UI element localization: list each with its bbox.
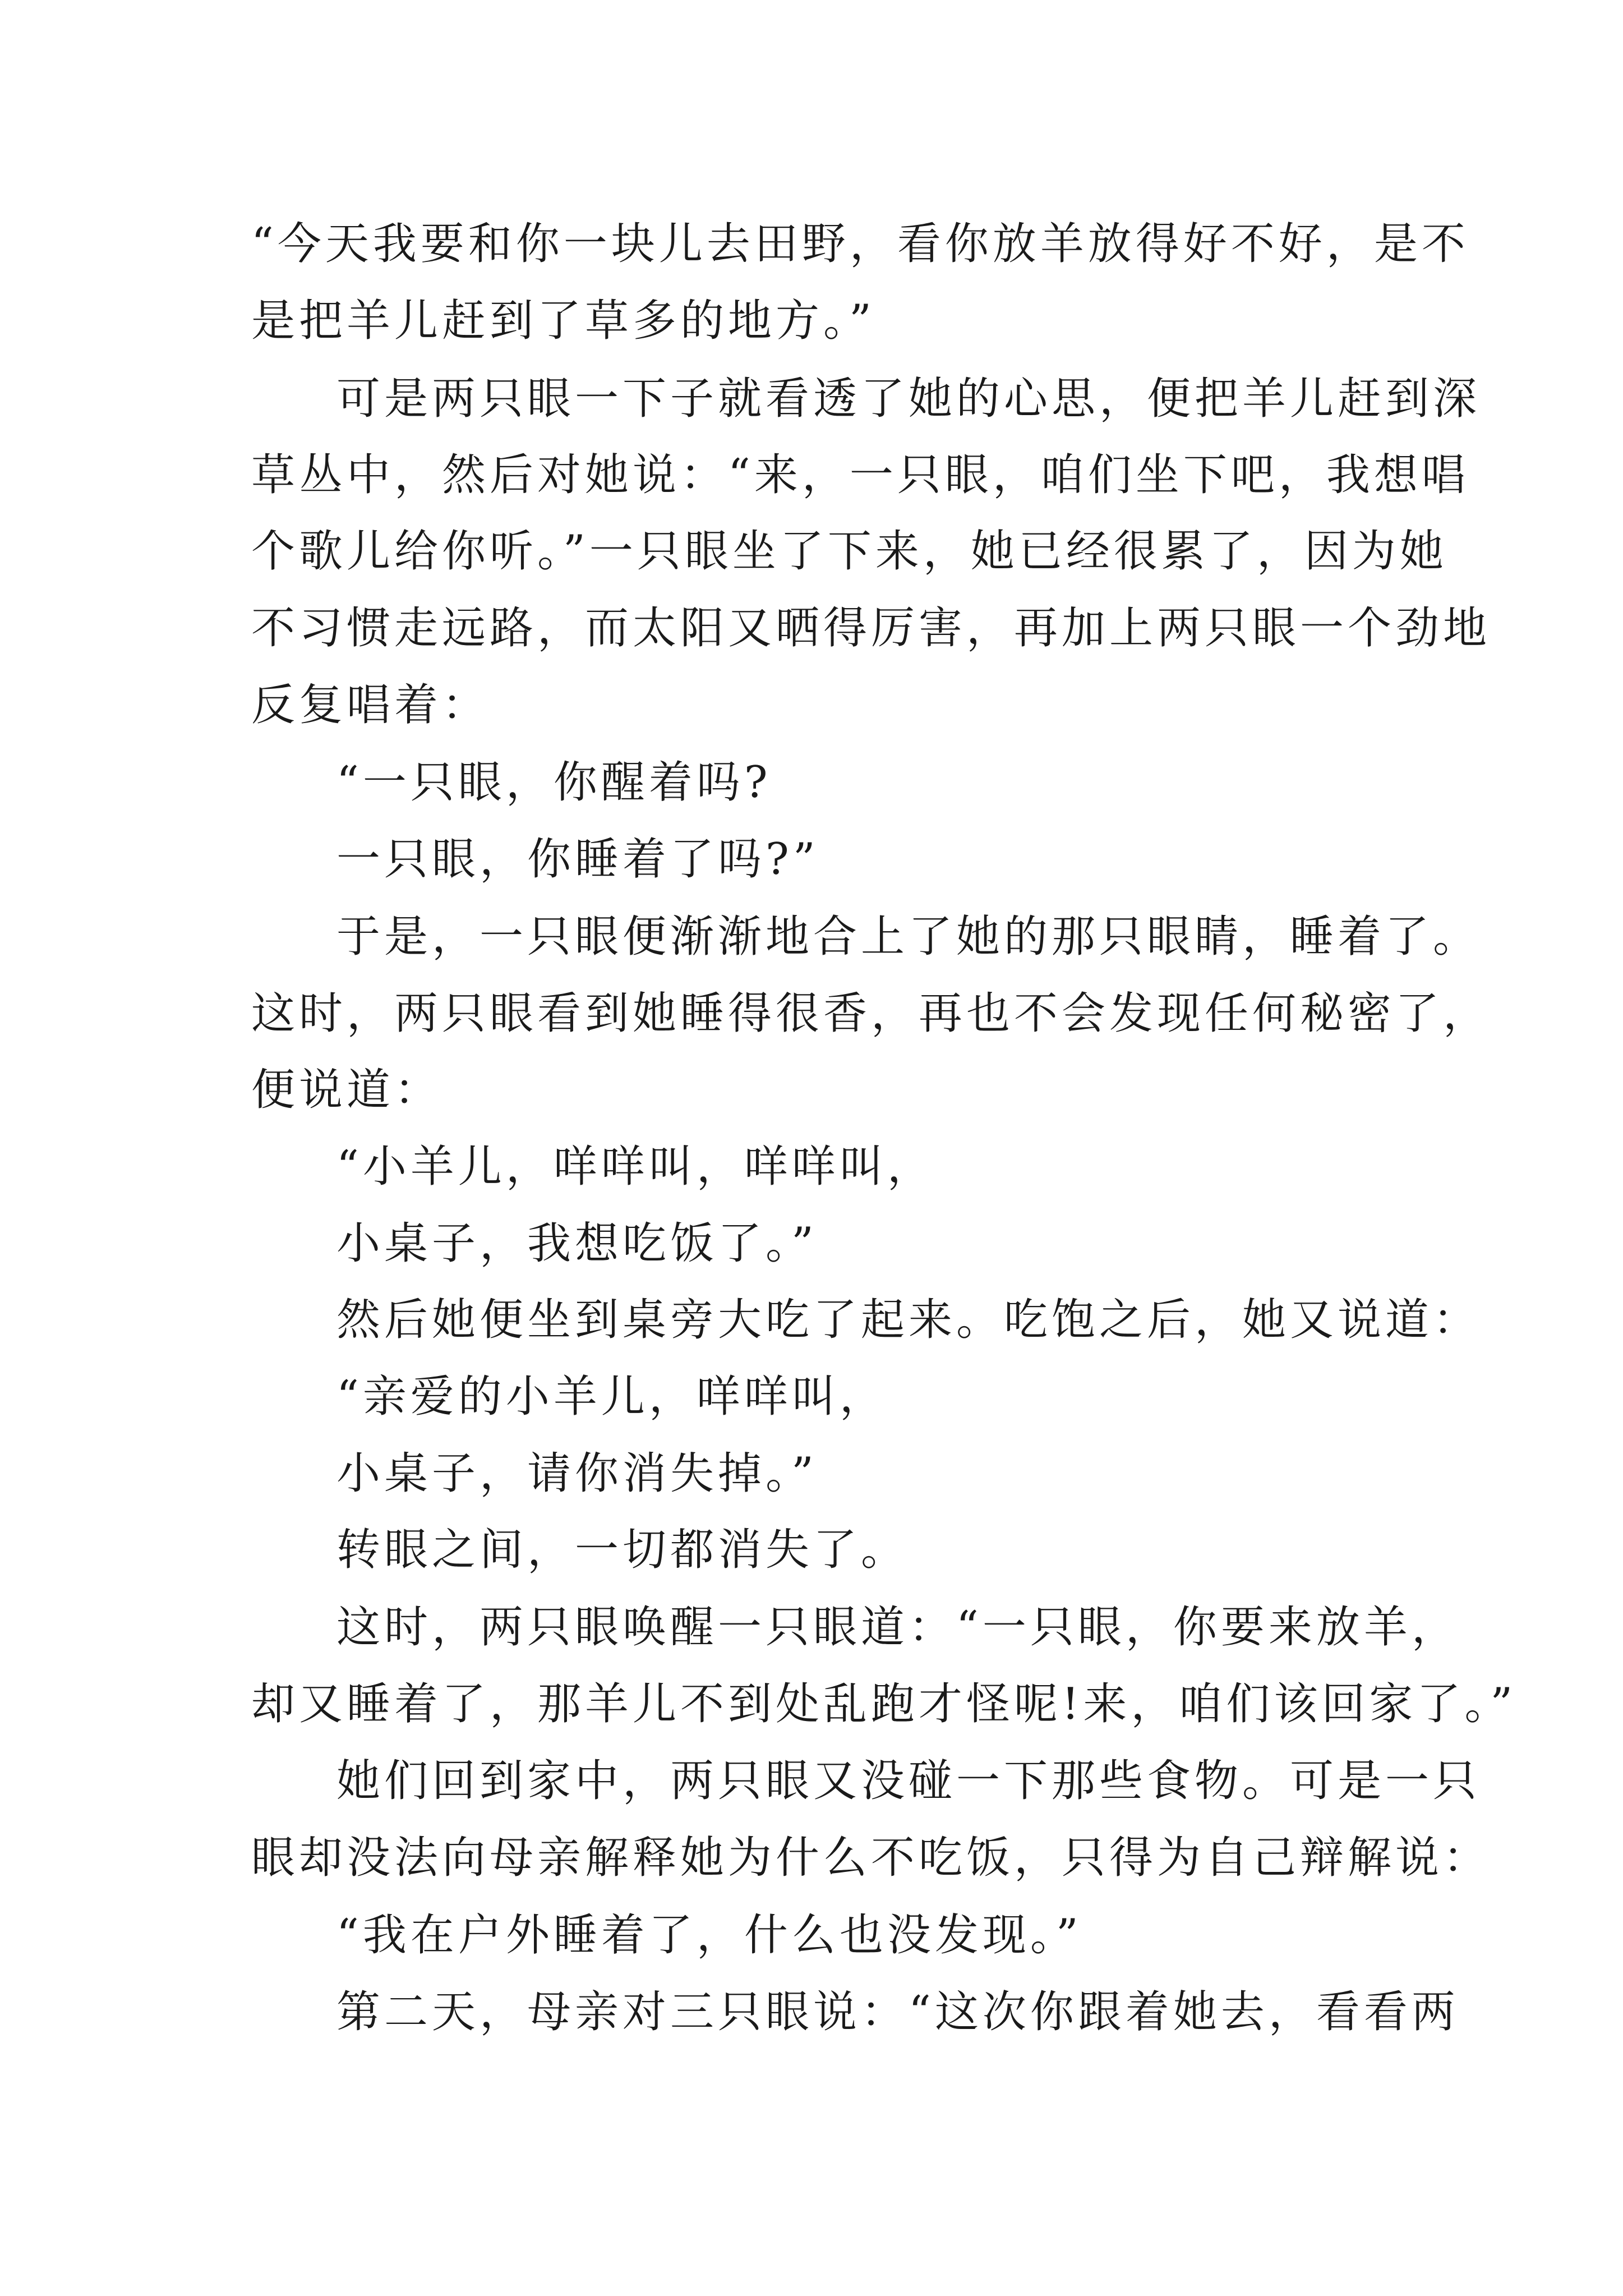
- text-line: 第二天，母亲对三只眼说：“这次你跟着她去，看看两: [336, 1987, 1459, 2037]
- text-line: 眼却没法向母亲解释她为什么不吃饭，只得为自己辩解说：: [251, 1833, 1491, 1883]
- text-line: 转眼之间，一切都消失了。: [336, 1525, 909, 1575]
- text-line: 草丛中，然后对她说：“来，一只眼，咱们坐下吧，我想唱: [251, 450, 1469, 500]
- text-line: 小桌子，请你消失掉。”: [336, 1448, 818, 1499]
- text-line: 是把羊儿赶到了草多的地方。”: [251, 296, 875, 346]
- text-line: “我在户外睡着了，什么也没发现。”: [336, 1910, 1082, 1961]
- text-line: “小羊儿，咩咩叫，咩咩叫，: [336, 1142, 935, 1192]
- text-line: 一只眼，你睡着了吗?”: [336, 834, 819, 885]
- text-line: 可是两只眼一下子就看透了她的心思，便把羊儿赶到深: [336, 374, 1481, 424]
- text-line: 便说道：: [251, 1065, 442, 1115]
- text-line: 这时，两只眼唤醒一只眼道：“一只眼，你要来放羊，: [336, 1602, 1459, 1653]
- text-line: “一只眼，你醒着吗?: [336, 757, 772, 808]
- text-line: 不习惯走远路，而太阳又晒得厉害，再加上两只眼一个劲地: [251, 603, 1491, 654]
- text-line: 个歌儿给你听。”一只眼坐了下来，她已经很累了，因为她: [251, 526, 1447, 577]
- text-line: “今天我要和你一块儿去田野，看你放羊放得好不好，是不: [251, 219, 1469, 269]
- text-line: 她们回到家中，两只眼又没碰一下那些食物。可是一只: [336, 1756, 1481, 1806]
- text-line: 小桌子，我想吃饭了。”: [336, 1218, 818, 1269]
- text-line: “亲爱的小羊儿，咩咩叫，: [336, 1372, 887, 1422]
- text-line: 反复唱着：: [251, 680, 490, 730]
- text-line: 这时，两只眼看到她睡得很香，再也不会发现任何秘密了，: [251, 988, 1491, 1039]
- text-line: 于是，一只眼便渐渐地合上了她的那只眼睛，睡着了。: [336, 912, 1481, 962]
- text-line: 然后她便坐到桌旁大吃了起来。吃饱之后，她又说道：: [336, 1295, 1481, 1345]
- text-line: 却又睡着了，那羊儿不到处乱跑才怪呢!来，咱们该回家了。”: [251, 1679, 1517, 1729]
